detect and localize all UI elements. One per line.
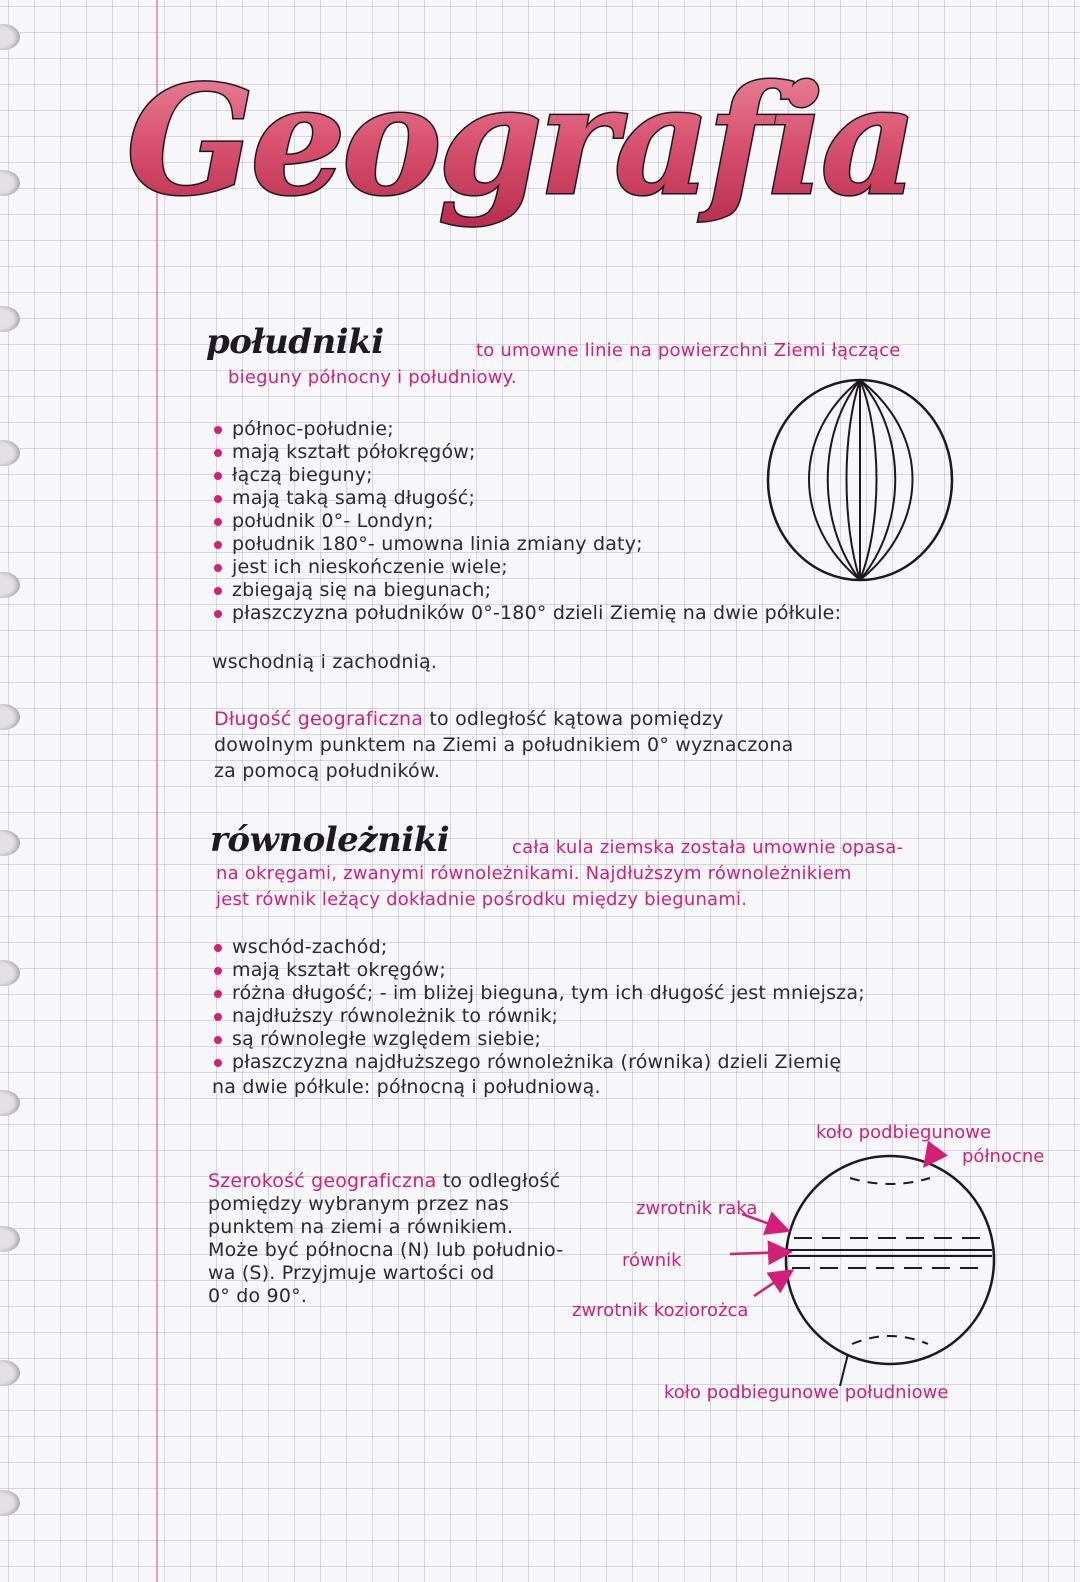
list-item: południk 0°- Londyn; [212,510,952,533]
longitude-term: Długość geograficzna [214,708,424,730]
list-item: mają taką samą długość; [212,487,952,510]
label-tropic-of-cancer: zwrotnik raka [636,1198,758,1219]
title-lettering [126,8,914,308]
latitude-line [208,1170,608,1193]
page-title [126,8,914,308]
latitude-line: punktem na ziemi a równikiem. [208,1216,514,1238]
latitude-text-0: to odległość [442,1170,561,1192]
label-arctic-circle: koło podbiegunowe [816,1122,992,1143]
list-item: najdłuższy równoleżnik to równik; [212,1005,972,1028]
parallels-bullet-continuation: na dwie półkule: północną i południową. [212,1076,601,1098]
list-item: północ-południe; [212,418,952,441]
list-item: mają kształt okręgów; [212,959,972,982]
title-text: Geografia [126,53,914,229]
binder-hole [0,306,20,332]
list-item: południk 180°- umowna linia zmiany daty; [212,533,952,556]
meridians-globe-diagram [762,374,958,586]
binder-hole [0,1226,20,1252]
list-item: mają kształt półokręgów; [212,441,952,464]
binder-hole [0,440,20,466]
list-item: płaszczyzna południków 0°-180° dzieli Ziemię na dwie półkule: [212,602,952,625]
list-item: różna długość; - im bliżej bieguna, tym ich długość jest mniejsza; [212,982,972,1005]
binder-hole [0,24,20,50]
margin-line [156,0,158,1582]
longitude-def-text-1: to odległość kątowa pomiędzy [429,708,724,730]
label-arctic-circle-2: północne [962,1146,1045,1167]
longitude-definition-3: za pomocą południków. [214,760,441,782]
binder-hole [0,960,20,986]
latitude-line: wa (S). Przyjmuje wartości od [208,1262,495,1284]
latitude-line: 0° do 90°. [208,1285,308,1307]
meridians-bullet-continuation: wschodnią i zachodnią. [212,651,438,673]
parallels-globe-diagram [780,1150,1000,1370]
parallels-definition-1: cała kula ziemska została umownie opasa- [512,837,904,858]
binder-hole [0,1490,20,1516]
parallels-definition-3: jest równik leżący dokładnie pośrodku między biegunami. [216,889,748,910]
parallels-definition-2: na okręgami, zwanymi równoleżnikami. Najdłuższym równoleżnikiem [216,863,852,884]
parallels-bullet-list [212,936,972,1074]
list-item: łączą bieguny; [212,464,952,487]
meridians-definition-2: bieguny północny i południowy. [228,367,517,388]
label-equator: równik [622,1250,682,1271]
label-tropic-of-capricorn: zwrotnik koziorożca [572,1300,749,1321]
list-item: zbiegają się na biegunach; [212,579,952,602]
list-item: są równoległe względem siebie; [212,1028,972,1051]
binder-holes [0,0,40,1582]
label-antarctic-circle: koło podbiegunowe południowe [664,1382,949,1403]
list-item: wschód-zachód; [212,936,972,959]
binder-hole [0,170,20,196]
binder-hole [0,572,20,598]
latitude-line: Może być północna (N) lub południo- [208,1239,564,1261]
list-item: jest ich nieskończenie wiele; [212,556,952,579]
binder-hole [0,1090,20,1116]
meridians-heading: południki [206,322,384,362]
latitude-definition [208,1170,608,1308]
latitude-term: Szerokość geograficzna [208,1170,437,1192]
binder-hole [0,1360,20,1386]
binder-hole [0,830,20,856]
longitude-definition-1 [214,708,724,731]
binder-hole [0,704,20,730]
parallels-heading: równoleżniki [210,820,450,860]
meridians-definition-1: to umowne linie na powierzchni Ziemi łączące [476,340,901,361]
longitude-definition-2: dowolnym punktem na Ziemi a południkiem 0° wyznaczona [214,734,794,756]
list-item: płaszczyzna najdłuższego równoleżnika (równika) dzieli Ziemię [212,1051,972,1074]
latitude-line: pomiędzy wybranym przez nas [208,1193,510,1215]
